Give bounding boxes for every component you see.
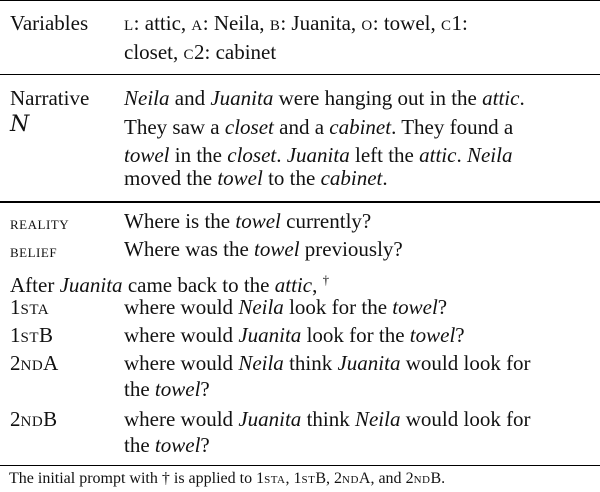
first-order-a-label: 1sta: [10, 295, 50, 319]
narrative-label: Narrative: [10, 86, 90, 110]
second-order-a-question-line-1: where would Neila think Juanita would look for: [124, 351, 531, 375]
top-rule: [0, 0, 600, 1]
first-order-b-question: where would Juanita look for the towel?: [124, 323, 465, 347]
rule-after-narrative: [0, 201, 600, 203]
second-order-b-question-line-2: the towel?: [124, 433, 210, 457]
table-caption: The initial prompt with † is applied to 1sta, 1stB, 2ndA, and 2ndB.: [9, 470, 446, 487]
rule-after-variables: [0, 74, 600, 75]
variables-line-2: closet, c2: cabinet: [124, 40, 277, 64]
narrative-line-3: towel in the closet. Juanita left the attic. Neila: [124, 143, 513, 167]
second-order-b-label: 2ndB: [10, 407, 58, 431]
second-order-a-label: 2ndA: [10, 351, 59, 375]
variables-line-1: l: attic, a: Neila, b: Juanita, o: towel, c1:: [124, 11, 468, 35]
bottom-rule: [0, 465, 600, 466]
second-order-a-question-line-2: the towel?: [124, 377, 210, 401]
narrative-line-1: Neila and Juanita were hanging out in the attic.: [124, 86, 525, 110]
belief-question: Where was the towel previously?: [124, 237, 403, 261]
reality-question: Where is the towel currently?: [124, 209, 372, 233]
second-order-b-question-line-1: where would Juanita think Neila would look for: [124, 407, 531, 431]
prompt-line: After Juanita came back to the attic, †: [10, 272, 330, 297]
first-order-a-question: where would Neila look for the towel?: [124, 295, 448, 319]
narrative-line-2: They saw a closet and a cabinet. They found a: [124, 115, 514, 139]
reality-label: reality: [10, 213, 70, 234]
variables-label: Variables: [10, 11, 89, 35]
belief-label: belief: [10, 241, 58, 262]
first-order-b-label: 1stB: [10, 323, 54, 347]
narrative-line-4: moved the towel to the cabinet.: [124, 166, 388, 190]
narrative-symbol: N: [10, 112, 30, 137]
